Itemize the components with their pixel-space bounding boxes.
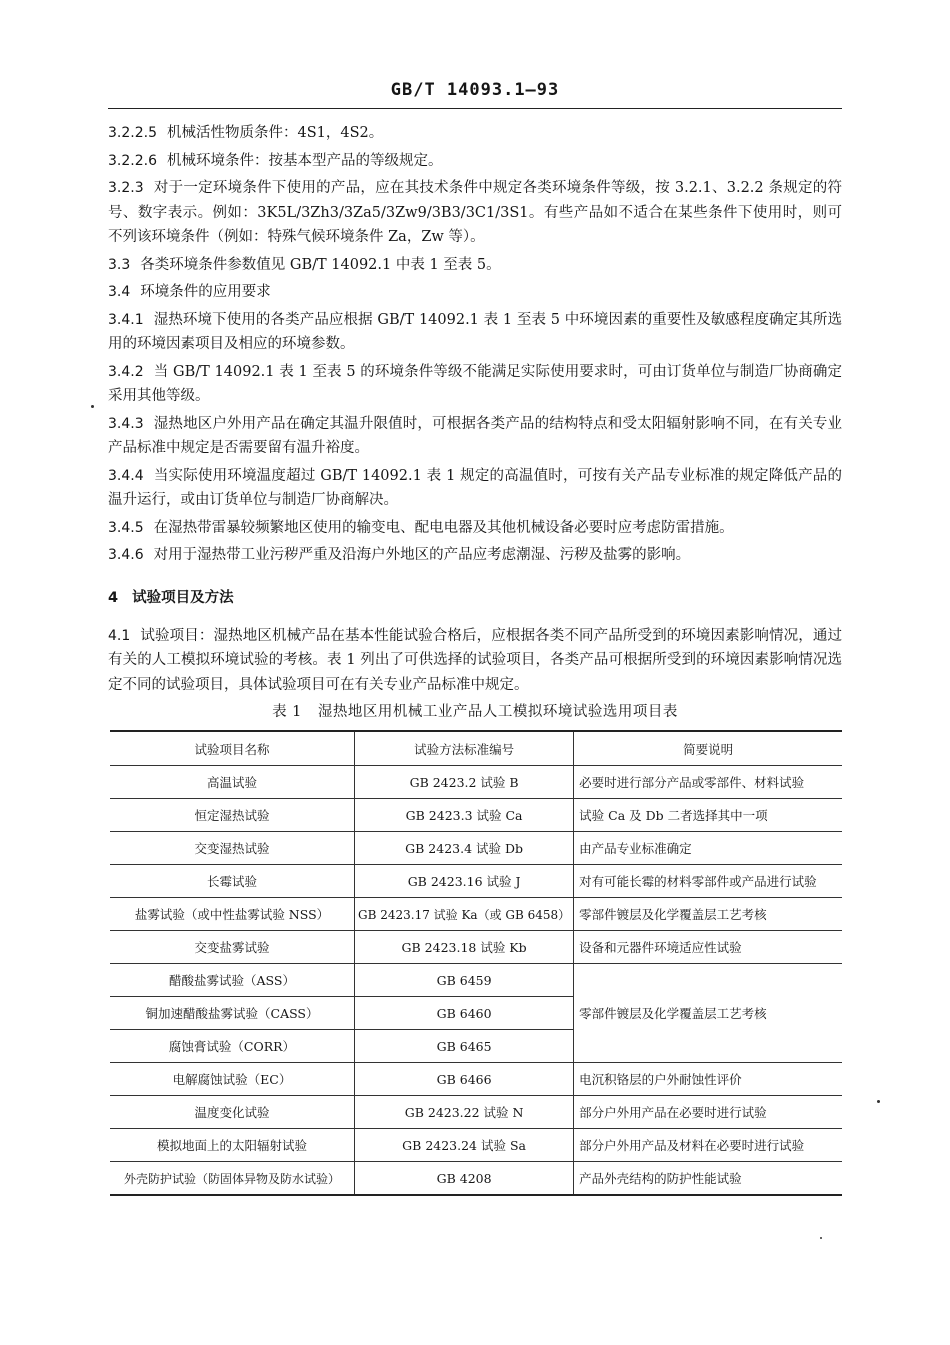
table-row (110, 1162, 842, 1196)
cell-test-name: 交变盐雾试验 (110, 931, 355, 964)
cell-description: 零部件镀层及化学覆盖层工艺考核 (574, 898, 842, 931)
scan-speck (877, 1100, 880, 1103)
cell-method: GB 6459 (355, 964, 574, 997)
cell-test-name: 电解腐蚀试验（EC） (110, 1063, 355, 1096)
clause-number: 3.4.2 (108, 363, 144, 380)
scan-speck (91, 405, 94, 408)
cell-description: 对有可能长霉的材料零部件或产品进行试验 (574, 865, 842, 898)
cell-method: GB 2423.2 试验 B (355, 766, 574, 799)
test-items-table (110, 730, 842, 1196)
clause-text: 湿热环境下使用的各类产品应根据 GB/T 14092.1 表 1 至表 5 中环境因素的重要性及敏感程度确定其所选用的环境因素项目及相应的环境参数。 (108, 311, 842, 352)
cell-test-name: 外壳防护试验（防固体异物及防水试验） (110, 1162, 355, 1196)
cell-test-name: 温度变化试验 (110, 1096, 355, 1129)
table-row (110, 1096, 842, 1129)
clause-number: 3.4.1 (108, 311, 144, 328)
cell-test-name: 盐雾试验（或中性盐雾试验 NSS） (110, 898, 355, 931)
clause-3-4 (108, 280, 842, 305)
clause-text: 湿热地区户外用产品在确定其温升限值时，可根据各类产品的结构特点和受太阳辐射影响不同，在有关专业产品标准中规定是否需要留有温升裕度。 (108, 415, 842, 456)
section-4-heading (108, 586, 842, 610)
cell-description: 由产品专业标准确定 (574, 832, 842, 865)
table-header-row (110, 731, 842, 766)
cell-method: GB 4208 (355, 1162, 574, 1196)
cell-description: 设备和元器件环境适应性试验 (574, 931, 842, 964)
section-number: 4 (108, 589, 119, 606)
clause-3-2-2-6 (108, 149, 842, 174)
clause-text: 在湿热带雷暴较频繁地区使用的输变电、配电电器及其他机械设备必要时应考虑防雷措施。 (153, 519, 734, 536)
clause-number: 3.4.4 (108, 467, 144, 484)
clause-3-2-2-5 (108, 121, 842, 146)
cell-description-merged: 零部件镀层及化学覆盖层工艺考核 (574, 964, 842, 1063)
cell-test-name: 恒定湿热试验 (110, 799, 355, 832)
cell-test-name: 铜加速醋酸盐雾试验（CASS） (110, 997, 355, 1030)
table-row (110, 931, 842, 964)
col-header-test-name: 试验项目名称 (110, 731, 355, 766)
cell-method: GB 2423.16 试验 J (355, 865, 574, 898)
clause-text: 机械环境条件：按基本型产品的等级规定。 (166, 152, 443, 169)
clause-3-4-4 (108, 464, 842, 513)
clause-text: 试验项目：湿热地区机械产品在基本性能试验合格后，应根据各类不同产品所受到的环境因素影响情况，通过有关的人工模拟环境试验的考核。表 1 列出了可供选择的试验项目，各类产品可根据所受到的环境因素影响情况选定不同的试验项目，具体试验项目可在有关专业产品标准中规定。 (108, 627, 842, 693)
section-title: 试验项目及方法 (132, 589, 234, 606)
clause-text: 对用于湿热带工业污秽严重及沿海户外地区的产品应考虑潮湿、污秽及盐雾的影响。 (153, 547, 691, 563)
clause-number: 3.2.2.6 (108, 152, 157, 169)
table-row (110, 865, 842, 898)
clause-3-4-1 (108, 308, 842, 357)
clause-number: 3.4.5 (108, 519, 144, 536)
table-row (110, 799, 842, 832)
scan-speck (820, 1237, 822, 1239)
cell-method: GB 2423.3 试验 Ca (355, 799, 574, 832)
cell-method: GB 6466 (355, 1063, 574, 1096)
clause-number: 3.2.3 (108, 180, 144, 196)
clause-4-1 (108, 624, 842, 698)
cell-test-name: 高温试验 (110, 766, 355, 799)
clause-text: 当实际使用环境温度超过 GB/T 14092.1 表 1 规定的高温值时，可按有关产品专业标准的规定降低产品的温升运行，或由订货单位与制造厂协商解决。 (108, 467, 842, 508)
cell-method: GB 6465 (355, 1030, 574, 1063)
table-row (110, 964, 842, 997)
cell-method: GB 2423.24 试验 Sa (355, 1129, 574, 1162)
cell-description: 试验 Ca 及 Db 二者选择其中一项 (574, 799, 842, 832)
body-text (108, 121, 842, 727)
table-row (110, 1129, 842, 1162)
clause-text: 对于一定环境条件下使用的产品，应在其技术条件中规定各类环境条件等级，按 3.2.1、3.2.2 条规定的符号、数字表示。例如：3K5L/3Zh3/3Za5/3Zw9/3B3/3C1/3S1。有些产品如不适合在某些条件下使用时，则可不列该环境条件（例如：特殊气候环境条件 Za，Zw 等）。 (108, 180, 842, 245)
clause-text: 机械活性物质条件：4S1，4S2。 (166, 125, 384, 141)
cell-description: 电沉积铬层的户外耐蚀性评价 (574, 1063, 842, 1096)
clause-number: 3.4 (108, 284, 131, 300)
table-row (110, 766, 842, 799)
clause-3-4-5 (108, 516, 842, 541)
clause-text: 各类环境条件参数值见 GB/T 14092.1 中表 1 至表 5。 (140, 256, 501, 273)
clause-number: 3.4.6 (108, 547, 144, 563)
cell-test-name: 模拟地面上的太阳辐射试验 (110, 1129, 355, 1162)
table-row (110, 898, 842, 931)
cell-description: 必要时进行部分产品或零部件、材料试验 (574, 766, 842, 799)
clause-text: 当 GB/T 14092.1 表 1 至表 5 的环境条件等级不能满足实际使用要求时，可由订货单位与制造厂协商确定采用其他等级。 (108, 363, 842, 404)
cell-description: 部分户外用产品及材料在必要时进行试验 (574, 1129, 842, 1162)
cell-test-name: 腐蚀膏试验（CORR） (110, 1030, 355, 1063)
clause-number: 3.2.2.5 (108, 125, 157, 141)
clause-3-4-2 (108, 360, 842, 409)
table-row (110, 832, 842, 865)
cell-method: GB 2423.17 试验 Ka（或 GB 6458） (355, 898, 574, 931)
clause-3-4-6 (108, 543, 842, 568)
col-header-method-standard: 试验方法标准编号 (355, 731, 574, 766)
col-header-description: 简要说明 (574, 731, 842, 766)
cell-test-name: 交变湿热试验 (110, 832, 355, 865)
cell-description: 部分户外用产品在必要时进行试验 (574, 1096, 842, 1129)
clause-number: 4.1 (108, 627, 131, 644)
clause-3-4-3 (108, 412, 842, 461)
table-title: 湿热地区用机械工业产品人工模拟环境试验选用项目表 (317, 704, 678, 720)
cell-method: GB 6460 (355, 997, 574, 1030)
cell-test-name: 长霉试验 (110, 865, 355, 898)
page-header: GB/T 14093.1—93 (390, 80, 560, 100)
cell-method: GB 2423.22 试验 N (355, 1096, 574, 1129)
clause-text: 环境条件的应用要求 (140, 284, 271, 300)
cell-method: GB 2423.18 试验 Kb (355, 931, 574, 964)
table-row (110, 1063, 842, 1096)
table-number: 表 1 (272, 704, 302, 720)
cell-test-name: 醋酸盐雾试验（ASS） (110, 964, 355, 997)
clause-number: 3.4.3 (108, 415, 144, 432)
table-caption (108, 700, 842, 721)
cell-description: 产品外壳结构的防护性能试验 (574, 1162, 842, 1196)
clause-number: 3.3 (108, 256, 131, 273)
cell-method: GB 2423.4 试验 Db (355, 832, 574, 865)
clause-3-3 (108, 253, 842, 278)
clause-3-2-3 (108, 176, 842, 250)
header-rule (108, 108, 842, 109)
